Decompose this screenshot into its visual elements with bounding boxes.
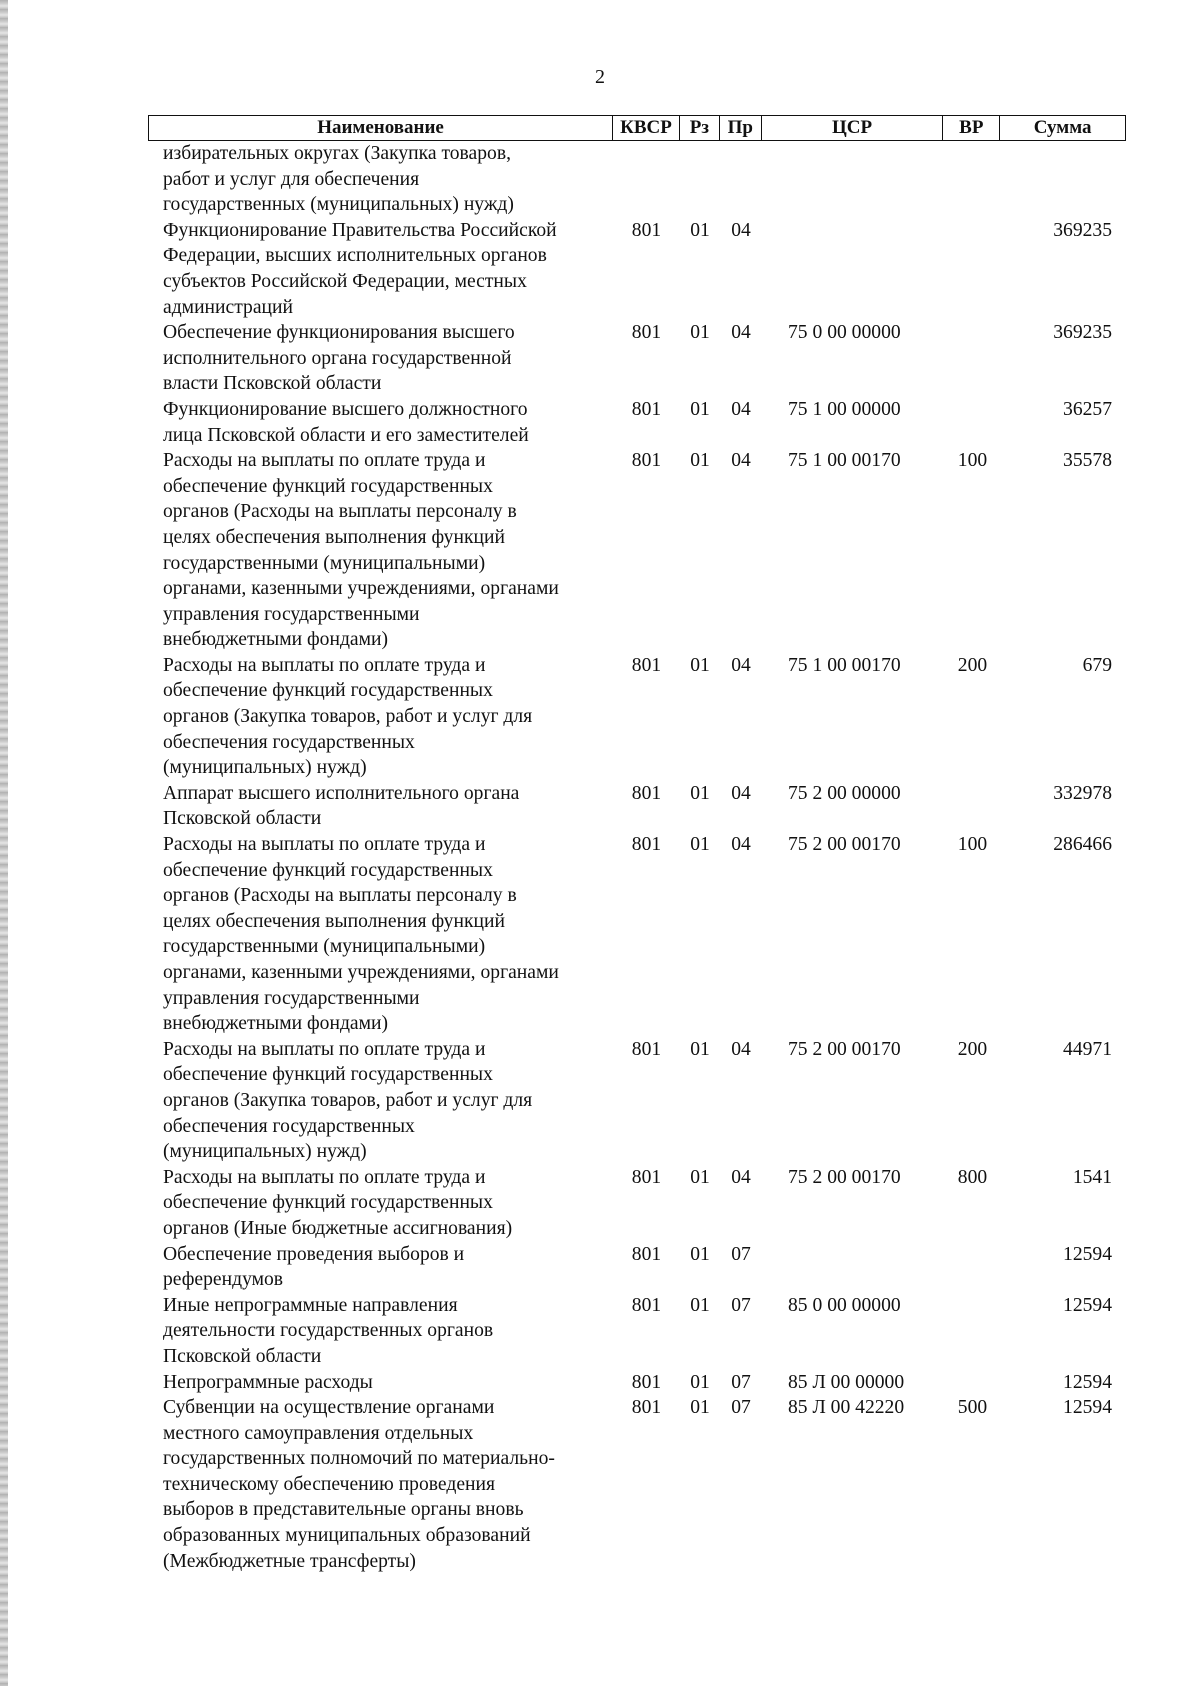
row-rz: 01 <box>690 1243 710 1265</box>
row-name-line: обеспечение функций государственных <box>163 1064 493 1086</box>
table-row <box>148 1370 1126 1396</box>
row-name-line: Непрограммные расходы <box>163 1371 373 1393</box>
row-csr: 75 2 00 00170 <box>788 1166 901 1188</box>
table-row <box>148 320 1126 397</box>
row-name-line: Субвенции на осуществление органами <box>163 1397 495 1419</box>
row-kvsr: 801 <box>631 1243 662 1265</box>
row-name-line: администраций <box>163 296 293 318</box>
row-name-line: лица Псковской области и его заместителей <box>163 424 529 446</box>
row-name-line: власти Псковской области <box>163 373 382 395</box>
row-name-line: обеспечения государственных <box>163 1115 415 1137</box>
row-name-line: Обеспечение проведения выборов и <box>163 1243 465 1265</box>
row-pr: 07 <box>731 1397 751 1419</box>
row-vr <box>944 1293 1001 1370</box>
row-sum: 35578 <box>1063 450 1112 472</box>
table-row <box>148 218 1126 320</box>
row-name-line: органов (Закупка товаров, работ и услуг для <box>163 1089 533 1111</box>
row-name <box>148 1293 613 1370</box>
row-csr <box>762 141 944 218</box>
row-name-line: органов (Расходы на выплаты персоналу в <box>163 885 517 907</box>
row-kvsr: 801 <box>631 834 662 856</box>
row-name-line: управления государственными <box>163 987 420 1009</box>
row-pr: 04 <box>731 450 751 472</box>
row-vr <box>944 781 1001 832</box>
row-name-line: (муниципальных) нужд) <box>163 757 367 779</box>
row-vr: 100 <box>957 834 988 856</box>
row-name-line: референдумов <box>163 1269 284 1291</box>
row-kvsr: 801 <box>631 1294 662 1316</box>
row-name-line: Псковской области <box>163 1345 322 1367</box>
row-sum: 679 <box>1082 654 1112 676</box>
row-name-line: образованных муниципальных образований <box>163 1525 531 1547</box>
row-sum: 12594 <box>1063 1294 1112 1316</box>
row-name <box>148 1242 613 1293</box>
row-pr: 07 <box>731 1294 751 1316</box>
row-kvsr: 801 <box>631 1397 662 1419</box>
header-name: Наименование <box>149 116 613 140</box>
row-pr: 04 <box>731 654 751 676</box>
row-csr: 75 1 00 00000 <box>788 398 901 420</box>
row-name-line: управления государственными <box>163 603 420 625</box>
row-name-line: органов (Иные бюджетные ассигнования) <box>163 1217 513 1239</box>
row-name <box>148 1037 613 1165</box>
row-rz: 01 <box>690 654 710 676</box>
row-csr: 75 2 00 00000 <box>788 782 901 804</box>
row-name <box>148 1370 613 1396</box>
row-pr: 07 <box>731 1243 751 1265</box>
row-name <box>148 1395 613 1574</box>
row-rz: 01 <box>690 1397 710 1419</box>
row-pr <box>720 141 762 218</box>
row-csr: 85 Л 00 00000 <box>788 1371 905 1393</box>
row-name-line: субъектов Российской Федерации, местных <box>163 270 527 292</box>
row-sum <box>1001 141 1126 218</box>
row-name-line: избирательных округах (Закупка товаров, <box>163 143 511 164</box>
row-vr: 200 <box>957 1038 988 1060</box>
row-name-line: обеспечение функций государственных <box>163 475 493 497</box>
row-name-line: Иные непрограммные направления <box>163 1294 458 1316</box>
row-sum: 44971 <box>1063 1038 1112 1060</box>
row-name-line: местного самоуправления отдельных <box>163 1422 474 1444</box>
row-pr: 07 <box>731 1371 751 1393</box>
row-name-line: Обеспечение функционирования высшего <box>163 322 515 344</box>
row-rz: 01 <box>690 219 710 241</box>
row-name-line: органов (Расходы на выплаты персоналу в <box>163 501 517 523</box>
row-name-line: обеспечение функций государственных <box>163 1192 493 1214</box>
table-header-row <box>148 115 1126 141</box>
row-vr: 200 <box>957 654 988 676</box>
row-rz: 01 <box>690 1166 710 1188</box>
row-csr: 75 1 00 00170 <box>788 450 901 472</box>
row-csr <box>762 1242 944 1293</box>
row-rz: 01 <box>690 398 710 420</box>
row-rz: 01 <box>690 1371 710 1393</box>
row-sum: 286466 <box>1053 834 1112 856</box>
row-kvsr <box>613 141 680 218</box>
row-vr <box>944 397 1001 448</box>
row-vr <box>944 1370 1001 1396</box>
table-row <box>148 781 1126 832</box>
row-name-line: Федерации, высших исполнительных органов <box>163 245 547 267</box>
row-name <box>148 448 613 653</box>
row-kvsr: 801 <box>631 1038 662 1060</box>
table-row <box>148 141 1126 218</box>
row-vr <box>944 320 1001 397</box>
table-row <box>148 1165 1126 1242</box>
row-name <box>148 218 613 320</box>
table-row <box>148 397 1126 448</box>
row-kvsr: 801 <box>631 322 662 344</box>
row-name <box>148 141 613 218</box>
row-name <box>148 781 613 832</box>
row-name-line: государственных (муниципальных) нужд) <box>163 194 514 216</box>
row-name-line: внебюджетными фондами) <box>163 1013 389 1035</box>
row-sum: 36257 <box>1063 398 1112 420</box>
row-rz: 01 <box>690 782 710 804</box>
row-name-line: обеспечение функций государственных <box>163 859 493 881</box>
row-pr: 04 <box>731 834 751 856</box>
table-row <box>148 448 1126 653</box>
budget-table <box>148 115 1126 1574</box>
row-name-line: обеспечение функций государственных <box>163 680 493 702</box>
row-name-line: Функционирование высшего должностного <box>163 398 528 420</box>
row-sum: 12594 <box>1063 1371 1112 1393</box>
row-sum: 1541 <box>1072 1166 1112 1188</box>
row-kvsr: 801 <box>631 398 662 420</box>
row-name <box>148 832 613 1037</box>
row-name-line: деятельности государственных органов <box>163 1320 494 1342</box>
table-row <box>148 1242 1126 1293</box>
row-pr: 04 <box>731 322 751 344</box>
row-pr: 04 <box>731 1166 751 1188</box>
table-row <box>148 1395 1126 1574</box>
row-name-line: обеспечения государственных <box>163 731 415 753</box>
row-csr: 85 0 00 00000 <box>788 1294 901 1316</box>
row-name-line: внебюджетными фондами) <box>163 629 389 651</box>
row-name-line: Расходы на выплаты по оплате труда и <box>163 654 486 676</box>
row-name-line: техническому обеспечению проведения <box>163 1473 495 1495</box>
row-name-line: органами, казенными учреждениями, органами <box>163 578 559 600</box>
row-vr <box>944 1242 1001 1293</box>
row-pr: 04 <box>731 219 751 241</box>
row-csr: 75 2 00 00170 <box>788 1038 901 1060</box>
row-rz: 01 <box>690 450 710 472</box>
table-row <box>148 653 1126 781</box>
row-sum: 12594 <box>1063 1243 1112 1265</box>
row-name-line: (Межбюджетные трансферты) <box>163 1550 416 1572</box>
table-row <box>148 832 1126 1037</box>
row-rz: 01 <box>690 322 710 344</box>
row-kvsr: 801 <box>631 1371 662 1393</box>
row-csr: 75 2 00 00170 <box>788 834 901 856</box>
header-csr: ЦСР <box>762 116 944 140</box>
row-kvsr: 801 <box>631 654 662 676</box>
row-name-line: выборов в представительные органы вновь <box>163 1499 524 1521</box>
row-kvsr: 801 <box>631 219 662 241</box>
row-pr: 04 <box>731 782 751 804</box>
row-csr: 75 0 00 00000 <box>788 322 901 344</box>
row-name-line: государственными (муниципальными) <box>163 552 486 574</box>
row-sum: 12594 <box>1063 1397 1112 1419</box>
row-csr: 75 1 00 00170 <box>788 654 901 676</box>
row-name-line: органами, казенными учреждениями, органами <box>163 962 559 983</box>
scan-edge-artifact <box>0 0 8 1686</box>
row-name-line: Псковской области <box>163 808 322 830</box>
header-sum: Сумма <box>1033 117 1092 138</box>
header-rz: Рз <box>680 116 720 140</box>
row-name-line: Аппарат высшего исполнительного органа <box>163 782 520 804</box>
row-kvsr: 801 <box>631 782 662 804</box>
row-name-line: исполнительного органа государственной <box>163 347 512 369</box>
row-name-line: Расходы на выплаты по оплате труда и <box>163 450 486 472</box>
row-vr: 100 <box>957 450 988 472</box>
table-row <box>148 1293 1126 1370</box>
row-kvsr: 801 <box>631 1166 662 1188</box>
row-name-line: (муниципальных) нужд) <box>163 1141 367 1163</box>
header-kvsr: КВСР <box>613 116 680 140</box>
header-pr: Пр <box>720 116 762 140</box>
row-name-line: Расходы на выплаты по оплате труда и <box>163 834 486 856</box>
row-vr: 500 <box>957 1397 988 1419</box>
row-rz <box>680 141 720 218</box>
row-csr <box>762 218 944 320</box>
row-pr: 04 <box>731 398 751 420</box>
page-number: 2 <box>595 66 605 88</box>
header-vr: ВР <box>943 116 1000 140</box>
row-vr <box>944 218 1001 320</box>
row-rz: 01 <box>690 1294 710 1316</box>
row-name <box>148 1165 613 1242</box>
row-name-line: органов (Закупка товаров, работ и услуг для <box>163 706 533 728</box>
row-name <box>148 397 613 448</box>
row-csr: 85 Л 00 42220 <box>788 1397 905 1419</box>
row-vr: 800 <box>957 1166 988 1188</box>
row-name-line: Расходы на выплаты по оплате труда и <box>163 1166 486 1188</box>
row-name-line: Расходы на выплаты по оплате труда и <box>163 1038 486 1060</box>
row-name-line: государственными (муниципальными) <box>163 936 486 958</box>
row-sum: 369235 <box>1053 219 1112 241</box>
row-sum: 332978 <box>1053 782 1112 804</box>
row-pr: 04 <box>731 1038 751 1060</box>
row-vr <box>944 141 1001 218</box>
row-rz: 01 <box>690 1038 710 1060</box>
row-kvsr: 801 <box>631 450 662 472</box>
row-name-line: целях обеспечения выполнения функций <box>163 526 505 548</box>
table-row <box>148 1037 1126 1165</box>
row-sum: 369235 <box>1053 322 1112 344</box>
row-name <box>148 320 613 397</box>
row-name <box>148 653 613 781</box>
row-name-line: Функционирование Правительства Российской <box>163 219 557 241</box>
row-name-line: целях обеспечения выполнения функций <box>163 910 505 932</box>
table-body <box>148 141 1126 1574</box>
row-name-line: государственных полномочий по материально- <box>163 1448 555 1470</box>
row-rz: 01 <box>690 834 710 856</box>
row-name-line: работ и услуг для обеспечения <box>163 168 420 190</box>
